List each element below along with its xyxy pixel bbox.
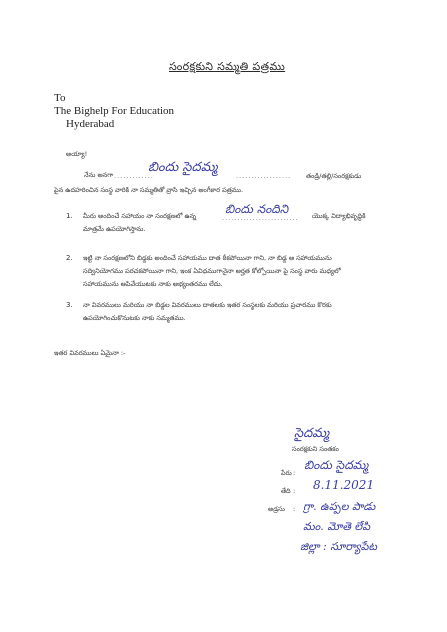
item-number: 2.	[66, 254, 73, 262]
item-3-line-2: ఉపయోగించుకొనుటకు నాకు సమ్మతము.	[83, 314, 186, 322]
item-1-suffix: యొక్క విద్యాభివృద్ధికి	[312, 212, 366, 220]
address-line-handwritten: జిల్లా : సూర్యాపేట	[300, 540, 377, 553]
date-label: తేది	[281, 487, 291, 495]
guardian-signature: సైదమ్మ	[294, 426, 330, 441]
item-number: 3.	[66, 301, 73, 309]
intro-line-2: పైన ఉదహరించిన సంస్థ వారికి నా సమ్మతితో వ్రాసి ఇచ్చిన అంగీకార పత్రము.	[54, 186, 244, 194]
signature-label: సంరక్షకుని సంతకం	[292, 445, 339, 453]
item-3-line-1: నా వివరములు మరియు నా బిడ్డల వివరములు దాతలకు ఇతర సంస్థలకు మరియు ప్రచారము కొరకు	[83, 301, 332, 309]
address-org: The Bighelp For Education	[54, 105, 175, 117]
colon: :	[293, 469, 296, 477]
date-value-handwritten: 8.11.2021	[313, 478, 375, 492]
child-name-handwritten: బిందు నందిని	[225, 202, 289, 216]
guardian-name-handwritten: బిందు సైదమ్మ	[148, 160, 218, 175]
address-label: అడ్రసు	[268, 505, 285, 513]
other-details-label: ఇతర వివరములు ఏమైనా :-	[54, 349, 126, 357]
item-2-line-1: ఇట్టి నా సంరక్షణలోని బిడ్డకు అందించే సహాయము దాత ఠీకపోయినా గాని, నా బిడ్డ ఆ సహాయమును	[83, 254, 332, 262]
document-title: సంరక్షకుని సమ్మతి పత్రము	[169, 60, 286, 73]
colon: :	[293, 487, 296, 495]
item-2-line-3: సహాయమును ఆపివేయుటకు నాకు అభ్యంతరము లేదు.	[83, 280, 223, 288]
address-line-handwritten: గ్రా. ఉప్పల పాడు	[303, 500, 376, 513]
address-line-handwritten: మం. మోతె లేపి	[303, 520, 371, 533]
address-city: Hyderabad	[66, 118, 115, 130]
fill-dots: .............	[114, 172, 154, 180]
item-1-prefix: మీరు అందించే సహాయం నా సంరక్షణలో ఉన్న	[83, 212, 197, 220]
name-value-handwritten: బిందు సైదమ్మ	[304, 458, 369, 472]
fill-dots: .........................	[222, 214, 299, 222]
item-number: 1.	[66, 212, 73, 220]
item-2-line-2: సద్వినియోగము పరచకపోయినా గాని, ఇంక ఏవిధముగానైనా అర్హత కోల్పోయినా పై సంస్థ వారు మధ్యలో	[83, 267, 341, 275]
name-label: పేరు	[281, 469, 292, 477]
intro-name-prefix: నేను అనగా	[84, 171, 114, 179]
salutation: అయ్యా!	[66, 150, 88, 158]
item-1-line-2: మాత్రమే ఉపయోగిస్తాను.	[83, 225, 146, 233]
colon: :	[293, 505, 296, 513]
address-to: To	[54, 92, 66, 104]
intro-relation: తండ్రి/తల్లి/సంరక్షకుడు	[306, 172, 362, 180]
fill-dots: ..................	[236, 172, 292, 180]
